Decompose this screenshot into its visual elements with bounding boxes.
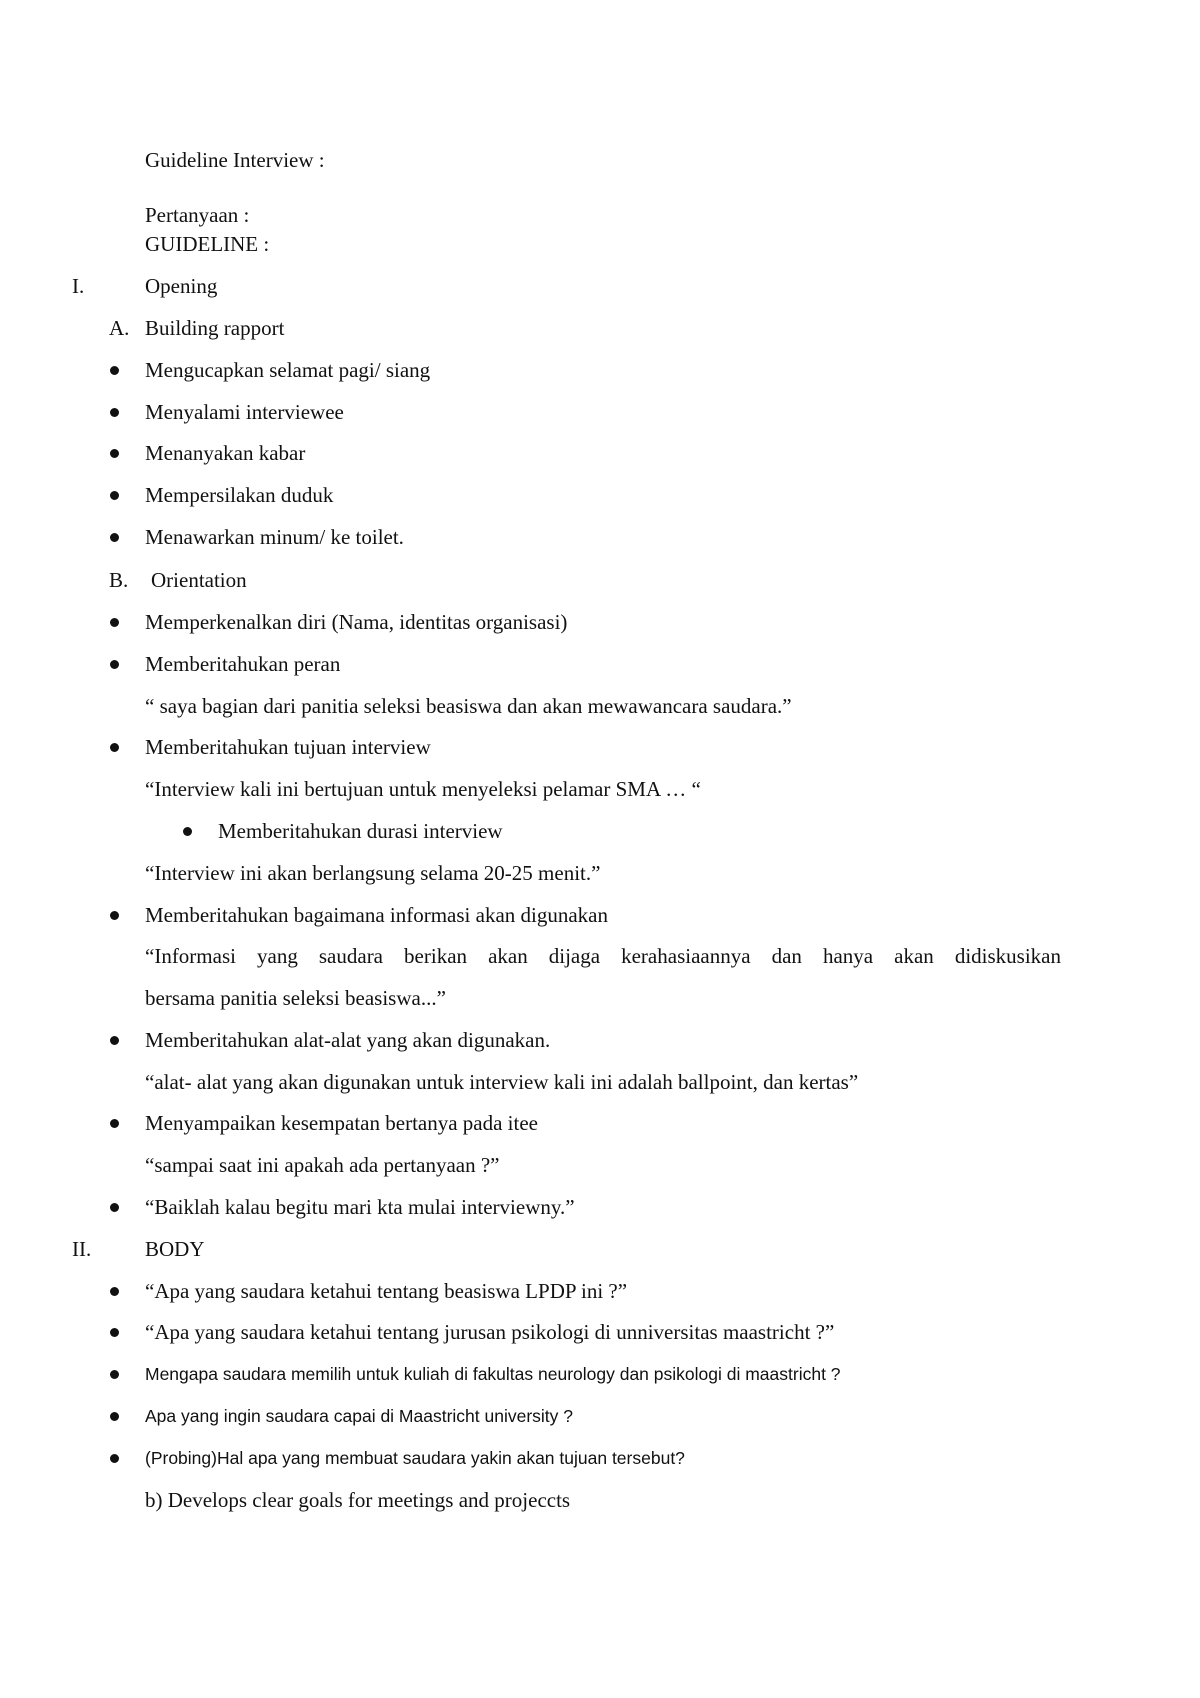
quote-text: “Interview ini akan berlangsung selama 20-25 menit.” xyxy=(145,861,601,885)
subsection-letter-a: A. xyxy=(109,316,130,340)
subsection-heading-building-rapport: Building rapport xyxy=(145,316,285,340)
sub-item-text: b) Develops clear goals for meetings and projeccts xyxy=(145,1488,571,1512)
bullet-icon xyxy=(110,1287,119,1296)
bullet-icon xyxy=(110,1328,119,1337)
bullet-icon xyxy=(110,1119,119,1128)
bullet-icon xyxy=(110,911,119,920)
list-item: Memberitahukan durasi interview xyxy=(218,819,503,843)
list-item: Mengapa saudara memilih untuk kuliah di fakultas neurology dan psikologi di maastricht ? xyxy=(145,1364,841,1384)
questions-label: Pertanyaan : xyxy=(145,203,250,227)
list-item: Menanyakan kabar xyxy=(145,441,306,465)
list-item: Menyalami interviewee xyxy=(145,400,344,424)
bullet-icon xyxy=(183,827,192,836)
quote-text: “ saya bagian dari panitia seleksi beasiswa dan akan mewawancara saudara.” xyxy=(145,694,792,718)
list-item: Mengucapkan selamat pagi/ siang xyxy=(145,358,431,382)
list-item: Memberitahukan tujuan interview xyxy=(145,735,431,759)
list-item: “Baiklah kalau begitu mari kta mulai interviewny.” xyxy=(145,1195,575,1219)
bullet-icon xyxy=(110,408,119,417)
subsection-heading-orientation: Orientation xyxy=(151,568,247,592)
bullet-icon xyxy=(110,366,119,375)
list-item: Menawarkan minum/ ke toilet. xyxy=(145,525,404,549)
list-item: “Apa yang saudara ketahui tentang jurusan psikologi di unniversitas maastricht ?” xyxy=(145,1320,835,1344)
list-item: (Probing)Hal apa yang membuat saudara yakin akan tujuan tersebut? xyxy=(145,1448,685,1468)
list-item: Memperkenalkan diri (Nama, identitas organisasi) xyxy=(145,610,568,634)
bullet-icon xyxy=(110,618,119,627)
list-item: “Apa yang saudara ketahui tentang beasiswa LPDP ini ?” xyxy=(145,1279,628,1303)
section-heading-body: BODY xyxy=(145,1237,205,1261)
quote-text: bersama panitia seleksi beasiswa...” xyxy=(145,986,446,1010)
document-title: Guideline Interview : xyxy=(145,148,325,172)
list-item: Mempersilakan duduk xyxy=(145,483,334,507)
list-item: Memberitahukan bagaimana informasi akan digunakan xyxy=(145,903,609,927)
guideline-label: GUIDELINE : xyxy=(145,232,270,256)
quote-text: “Interview kali ini bertujuan untuk menyeleksi pelamar SMA … “ xyxy=(145,777,701,801)
bullet-icon xyxy=(110,660,119,669)
bullet-icon xyxy=(110,1036,119,1045)
subsection-letter-b: B. xyxy=(109,568,129,592)
list-item: Memberitahukan peran xyxy=(145,652,341,676)
list-item: Memberitahukan alat-alat yang akan digunakan. xyxy=(145,1028,551,1052)
quote-text: “sampai saat ini apakah ada pertanyaan ?” xyxy=(145,1153,500,1177)
quote-text: “Informasi yang saudara berikan akan dijaga kerahasiaannya dan hanya akan didiskusikan xyxy=(145,944,1061,968)
section-numeral-opening: I. xyxy=(72,274,85,298)
section-heading-opening: Opening xyxy=(145,274,218,298)
bullet-icon xyxy=(110,491,119,500)
quote-text: “alat- alat yang akan digunakan untuk interview kali ini adalah ballpoint, dan kertas” xyxy=(145,1070,859,1094)
bullet-icon xyxy=(110,449,119,458)
bullet-icon xyxy=(110,533,119,542)
list-item: Menyampaikan kesempatan bertanya pada itee xyxy=(145,1111,538,1135)
bullet-icon xyxy=(110,1203,119,1212)
bullet-icon xyxy=(110,743,119,752)
bullet-icon xyxy=(110,1412,119,1421)
bullet-icon xyxy=(110,1454,119,1463)
section-numeral-body: II. xyxy=(72,1237,92,1261)
bullet-icon xyxy=(110,1370,119,1379)
list-item: Apa yang ingin saudara capai di Maastricht university ? xyxy=(145,1406,574,1426)
